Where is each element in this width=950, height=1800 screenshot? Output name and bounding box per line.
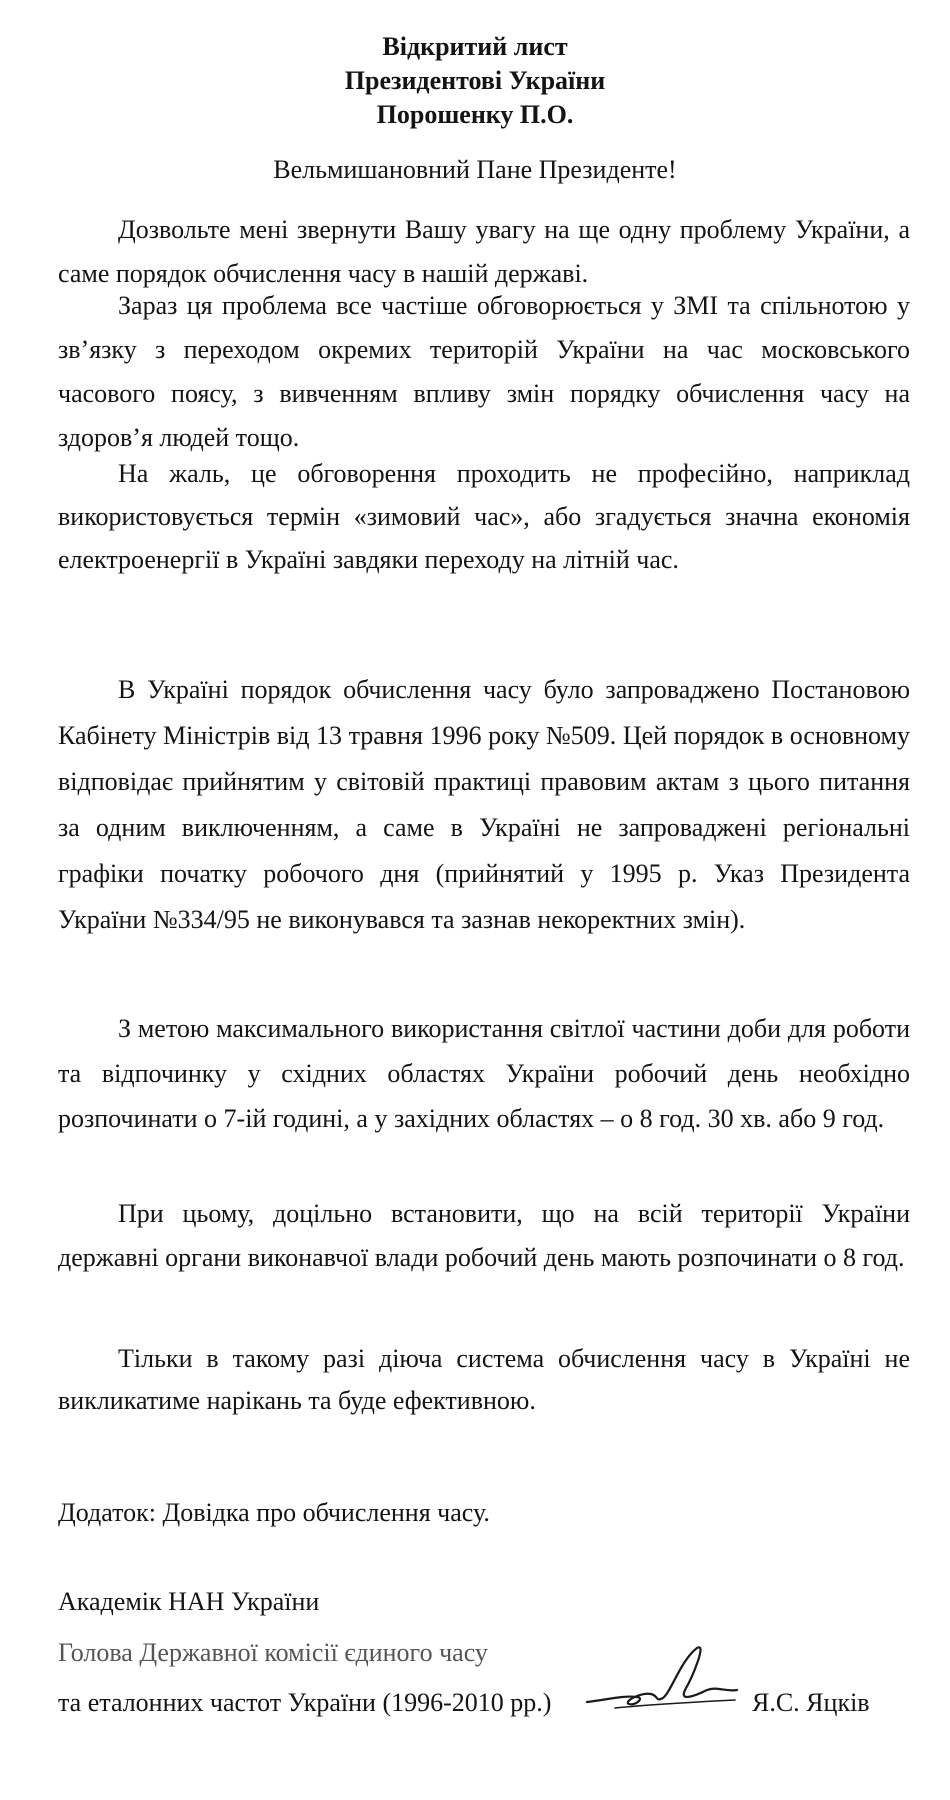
signatory-title-2: Голова Державної комісії єдиного часу bbox=[58, 1638, 488, 1667]
handwritten-signature bbox=[585, 1640, 755, 1720]
title-line-3: Порошенку П.О. bbox=[376, 100, 574, 129]
attachment-note: Додаток: Довідка про обчислення часу. bbox=[58, 1498, 490, 1527]
letter-greeting: Вельмишановний Пане Президенте! bbox=[273, 155, 677, 184]
signatory-name: Я.С. Яцків bbox=[752, 1688, 870, 1717]
signatory-title-1: Академік НАН України bbox=[58, 1587, 320, 1616]
letter-title bbox=[0, 30, 950, 132]
paragraph-7: Тільки в такому разі діюча система обчислення часу в Україні не викликатиме нарікань та буде ефективною. bbox=[58, 1344, 910, 1415]
signatory-title-3: та еталонних частот України (1996-2010 рр.) bbox=[58, 1688, 552, 1717]
paragraph-6: При цьому, доцільно встановити, що на всій території України державні органи виконавчої влади робочий день мають розпочинати о 8 год. bbox=[58, 1199, 910, 1272]
paragraph-3: На жаль, це обговорення проходить не професійно, наприклад використовується термін «зимовий час», або згадується значна економія електроенергії в Україні завдяки переходу на літній час. bbox=[58, 459, 910, 574]
title-line-2: Президентові України bbox=[344, 66, 606, 95]
paragraph-5: З метою максимального використання світлої частини доби для роботи та відпочинку у східних областях України робочий день необхідно розпочинати о 7-ій годині, а у західних областях – о 8 год. 30 хв. або 9 год. bbox=[58, 1014, 910, 1133]
paragraph-4: В Україні порядок обчислення часу було запроваджено Постановою Кабінету Міністрів від 13 травня 1996 року №509. Цей порядок в основному відповідає прийнятим у світовій практиці правовим актам з цього питання за одним виключенням, а саме в Україні не запроваджені регіональні графіки початку робочого дня (прийнятий у 1995 р. Указ Президента України №334/95 не виконувався та зазнав некоректних змін). bbox=[58, 675, 910, 934]
paragraph-1: Дозвольте мені звернути Вашу увагу на ще одну проблему України, а саме порядок обчислення часу в нашій державі. bbox=[58, 215, 910, 288]
paragraph-2: Зараз ця проблема все частіше обговорюється у ЗМІ та спільнотою у зв’язку з переходом окремих територій України на час московського часового поясу, з вивченням впливу змін порядку обчислення часу на здоров’я людей тощо. bbox=[58, 291, 910, 452]
title-line-1: Відкритий лист bbox=[382, 32, 568, 61]
